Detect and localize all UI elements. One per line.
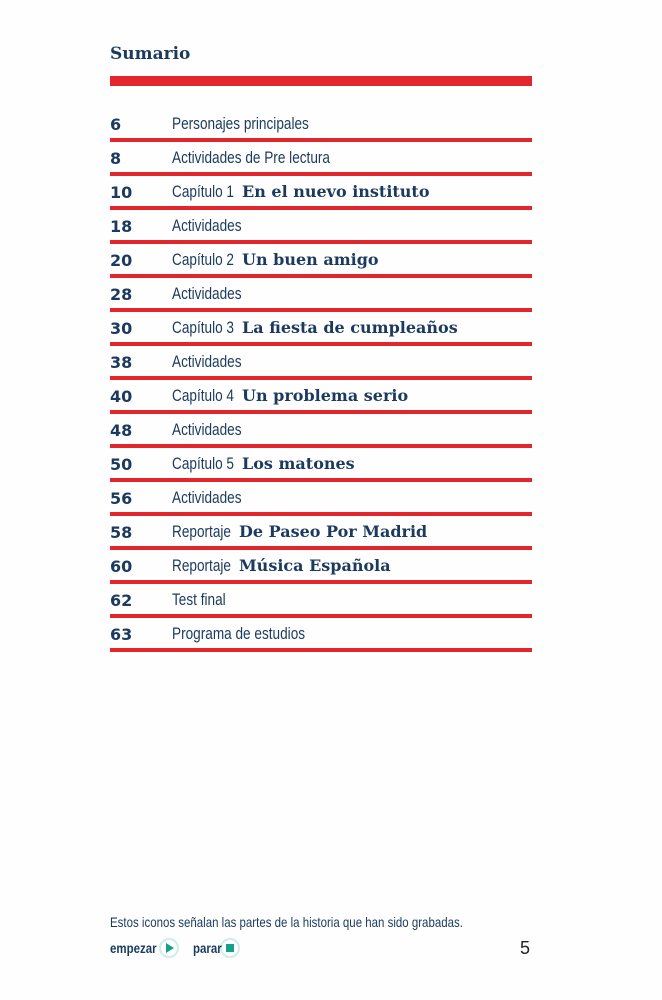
audio-note: Estos iconos señalan las partes de la historia que han sido grabadas. bbox=[110, 914, 463, 930]
entry-label: Actividades bbox=[172, 352, 242, 371]
entry-page: 62 bbox=[110, 591, 133, 610]
title-rule bbox=[110, 76, 532, 86]
entry-title: Los matones bbox=[242, 454, 355, 473]
entry-page: 28 bbox=[110, 285, 133, 304]
toc-entry bbox=[110, 618, 532, 652]
entry-label: Test final bbox=[172, 590, 226, 609]
entry-title: Un problema serio bbox=[242, 386, 409, 405]
toc-list bbox=[110, 108, 532, 652]
entry-page: 8 bbox=[110, 149, 122, 168]
entry-label: Capítulo 4 bbox=[172, 386, 234, 405]
toc-entry bbox=[110, 278, 532, 312]
toc-entry bbox=[110, 108, 532, 142]
toc-entry bbox=[110, 584, 532, 618]
entry-page: 38 bbox=[110, 353, 133, 372]
entry-page: 20 bbox=[110, 251, 133, 270]
entry-title: De Paseo Por Madrid bbox=[238, 522, 428, 541]
entry-label: Reportaje bbox=[172, 556, 231, 575]
entry-label: Capítulo 2 bbox=[172, 250, 234, 269]
entry-label: Capítulo 5 bbox=[172, 454, 234, 473]
toc-entry bbox=[110, 414, 532, 448]
entry-page: 56 bbox=[110, 489, 133, 508]
toc-entry bbox=[110, 516, 532, 550]
entry-label: Actividades bbox=[172, 216, 242, 235]
entry-page: 6 bbox=[110, 115, 122, 134]
entry-page: 58 bbox=[110, 523, 133, 542]
entry-page: 48 bbox=[110, 421, 133, 440]
entry-label: Actividades bbox=[172, 488, 242, 507]
toc-entry bbox=[110, 176, 532, 210]
toc-entry bbox=[110, 346, 532, 380]
entry-title: En el nuevo instituto bbox=[242, 182, 430, 201]
entry-label: Capítulo 3 bbox=[172, 318, 234, 337]
toc-entry bbox=[110, 380, 532, 414]
entry-page: 50 bbox=[110, 455, 133, 474]
entry-title: Música Española bbox=[238, 556, 391, 575]
toc-entry bbox=[110, 550, 532, 584]
entry-page: 18 bbox=[110, 217, 133, 236]
entry-page: 40 bbox=[110, 387, 133, 406]
entry-label: Actividades de Pre lectura bbox=[172, 148, 330, 167]
entry-page: 60 bbox=[110, 557, 133, 576]
entry-label: Programa de estudios bbox=[172, 624, 306, 643]
entry-label: Capítulo 1 bbox=[172, 182, 234, 201]
entry-page: 10 bbox=[110, 183, 133, 202]
entry-label: Personajes principales bbox=[172, 114, 309, 133]
stop-label: parar bbox=[192, 940, 222, 956]
toc-entry bbox=[110, 142, 532, 176]
toc-entry bbox=[110, 448, 532, 482]
toc-entry bbox=[110, 210, 532, 244]
toc-entry bbox=[110, 312, 532, 346]
toc-entry bbox=[110, 244, 532, 278]
entry-label: Reportaje bbox=[172, 522, 231, 541]
entry-page: 30 bbox=[110, 319, 133, 338]
page-title: Sumario bbox=[110, 44, 191, 64]
entry-title: La fiesta de cumpleaños bbox=[242, 318, 458, 337]
entry-label: Actividades bbox=[172, 284, 242, 303]
play-icon bbox=[159, 938, 179, 958]
audio-legend bbox=[110, 938, 254, 958]
start-label: empezar bbox=[110, 940, 157, 956]
entry-label: Actividades bbox=[172, 420, 242, 439]
entry-title: Un buen amigo bbox=[242, 250, 379, 269]
stop-icon bbox=[220, 938, 240, 958]
page-number: 5 bbox=[520, 938, 531, 958]
entry-page: 63 bbox=[110, 625, 133, 644]
toc-entry bbox=[110, 482, 532, 516]
